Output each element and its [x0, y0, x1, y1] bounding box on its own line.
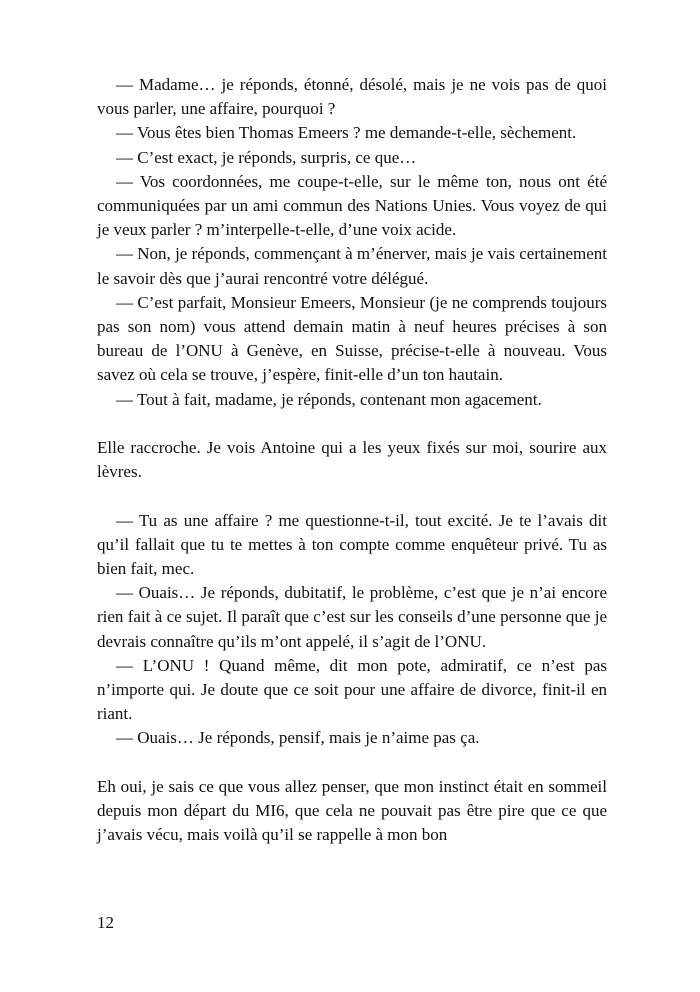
- dialogue-paragraph: — C’est exact, je réponds, surpris, ce que…: [116, 147, 417, 167]
- narration-paragraph: Elle raccroche. Je vois Antoine qui a les yeux fixés sur moi, sourire aux lèvres.: [97, 438, 607, 482]
- dialogue-paragraph: — Ouais… Je réponds, pensif, mais je n’aime pas ça.: [116, 728, 480, 748]
- dialogue-paragraph: — C’est parfait, Monsieur Emeers, Monsieur (je ne comprends toujours pas son nom) vous attend demain matin à neuf heures précises à son bureau de l’ONU à Genève, en Suisse, précise-t-elle à nouveau. Vous savez où cela se trouve, j’espère, finit-elle d’un ton hautain.: [97, 292, 607, 385]
- dialogue-paragraph: — Vous êtes bien Thomas Emeers ? me demande-t-elle, sèchement.: [116, 123, 577, 143]
- narration-paragraph: Eh oui, je sais ce que vous allez penser, que mon instinct était en sommeil depuis mon départ du MI6, que cela ne pouvait pas être pire que ce que j’avais vécu, mais voilà qu’il se rappelle à mon bon: [97, 776, 607, 845]
- dialogue-paragraph: — Madame… je réponds, étonné, désolé, mais je ne vois pas de quoi vous parler, une affaire, pourquoi ?: [97, 75, 607, 119]
- body-text: [97, 73, 607, 847]
- dialogue-paragraph: — Tu as une affaire ? me questionne-t-il, tout excité. Je te l’avais dit qu’il fallait que tu te mettes à ton compte comme enquêteur privé. Tu as bien fait, mec.: [97, 510, 607, 579]
- dialogue-paragraph: — Tout à fait, madame, je réponds, contenant mon agacement.: [116, 389, 542, 409]
- page-number: 12: [97, 913, 114, 932]
- dialogue-paragraph: — Vos coordonnées, me coupe-t-elle, sur le même ton, nous ont été communiquées par un ami commun des Nations Unies. Vous voyez de qui je veux parler ? m’interpelle-t-elle, d’une voix acide.: [97, 171, 607, 240]
- section-gap: [97, 751, 607, 775]
- section-gap: [97, 484, 607, 508]
- dialogue-paragraph: — Non, je réponds, commençant à m’énerver, mais je vais certainement le savoir dès que j’aurai rencontré votre délégué.: [97, 244, 607, 288]
- dialogue-paragraph: — L’ONU ! Quand même, dit mon pote, admiratif, ce n’est pas n’importe qui. Je doute que ce soit pour une affaire de divorce, finit-il en riant.: [97, 655, 607, 724]
- section-gap: [97, 412, 607, 436]
- dialogue-paragraph: — Ouais… Je réponds, dubitatif, le problème, c’est que je n’ai encore rien fait à ce sujet. Il paraît que c’est sur les conseils d’une personne que je devrais connaître qu’ils m’ont appelé, il s’agit de l’ONU.: [97, 583, 607, 651]
